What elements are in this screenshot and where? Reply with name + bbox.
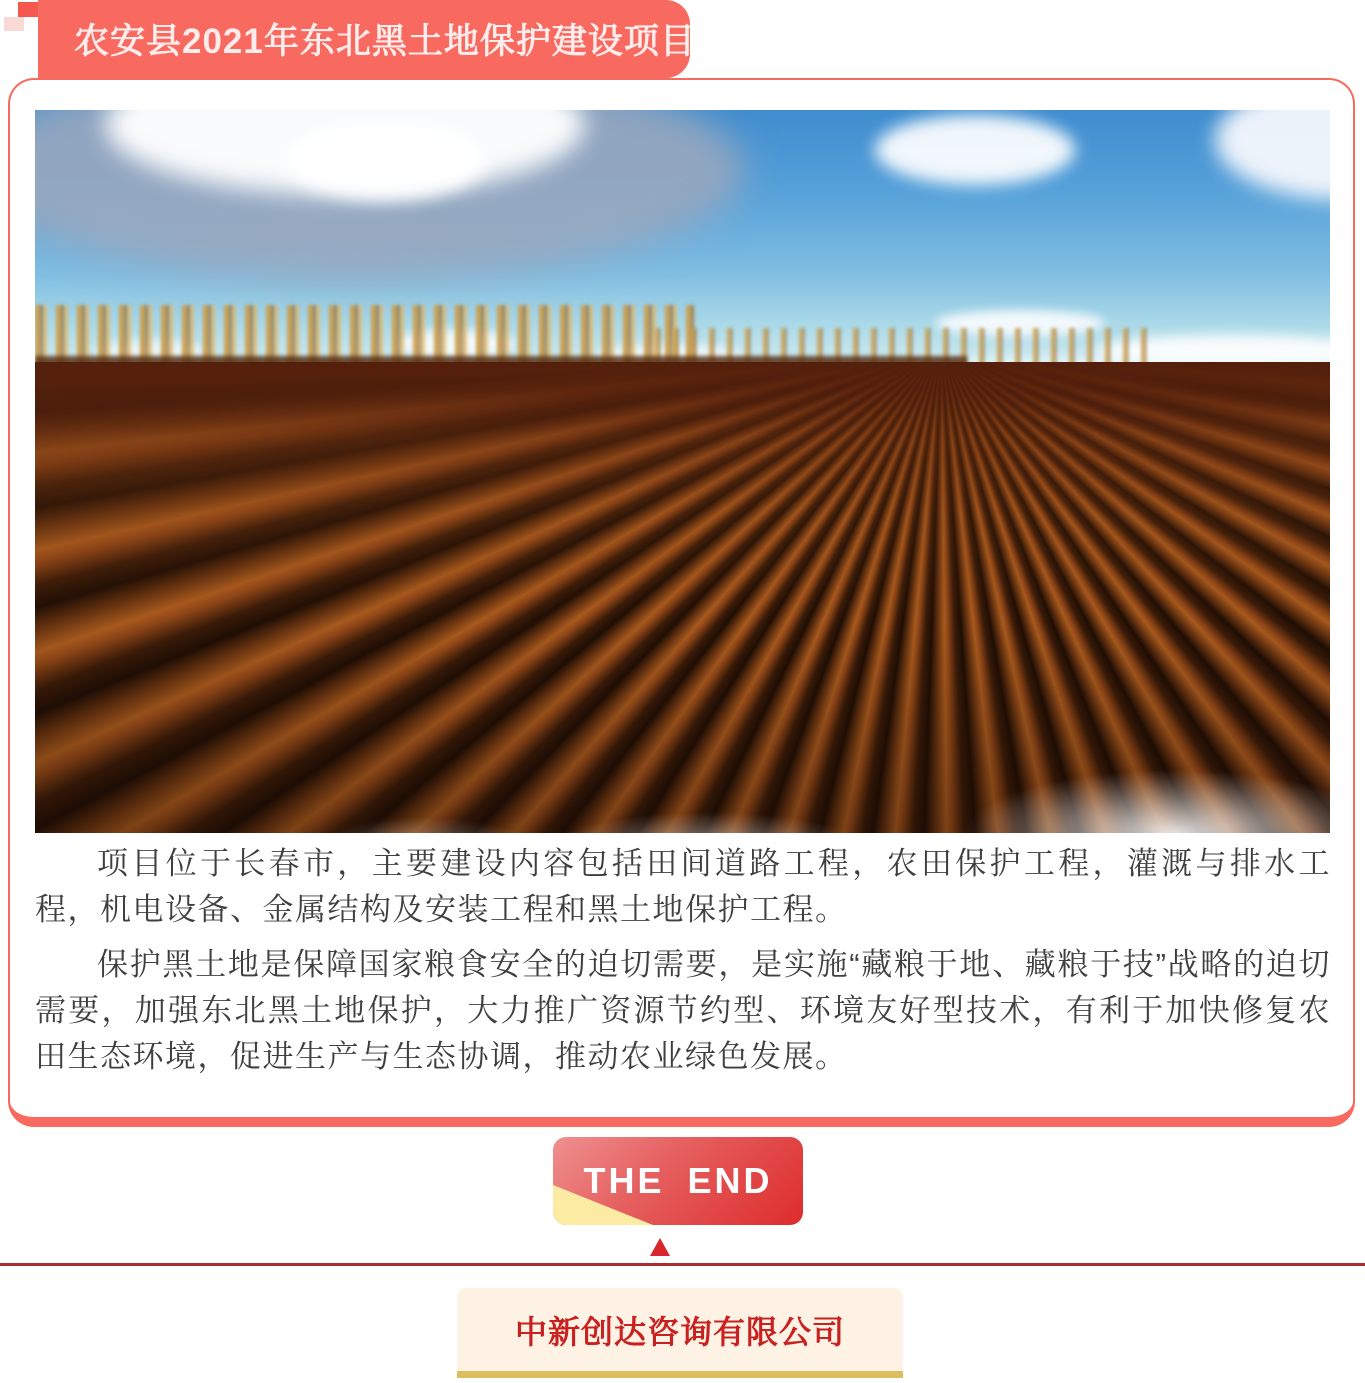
cloud-icon (285, 120, 485, 200)
decor-pink-square (4, 17, 24, 31)
the-end-label: THE END (583, 1160, 773, 1201)
cloud-icon (875, 115, 1075, 185)
company-name: 中新创达咨询有限公司 (514, 1313, 845, 1350)
title-banner (38, 0, 696, 78)
field-shading-overlay (35, 362, 1330, 833)
paragraph-2: 保护黑土地是保障国家粮食安全的迫切需要，是实施“藏粮于地、藏粮于技”战略的迫切需要，加强东北黑土地保护，大力推广资源节约型、环境友好型技术，有利于加快修复农田生态环境，促进生产与生态协调，推动农业绿色发展。 (35, 947, 1331, 1074)
footer-company-box (457, 1288, 903, 1378)
the-end-badge (553, 1137, 803, 1225)
divider-line (0, 1263, 1365, 1266)
field-photo[interactable] (35, 110, 1330, 833)
up-triangle-icon (650, 1238, 670, 1256)
page-title: 农安县2021年东北黑土地保护建设项目 (74, 22, 696, 61)
article-body (35, 841, 1331, 1089)
paragraph-1: 项目位于长春市，主要建设内容包括田间道路工程，农田保护工程，灌溉与排水工程，机电设备、金属结构及安装工程和黑土地保护工程。 (35, 846, 1331, 927)
